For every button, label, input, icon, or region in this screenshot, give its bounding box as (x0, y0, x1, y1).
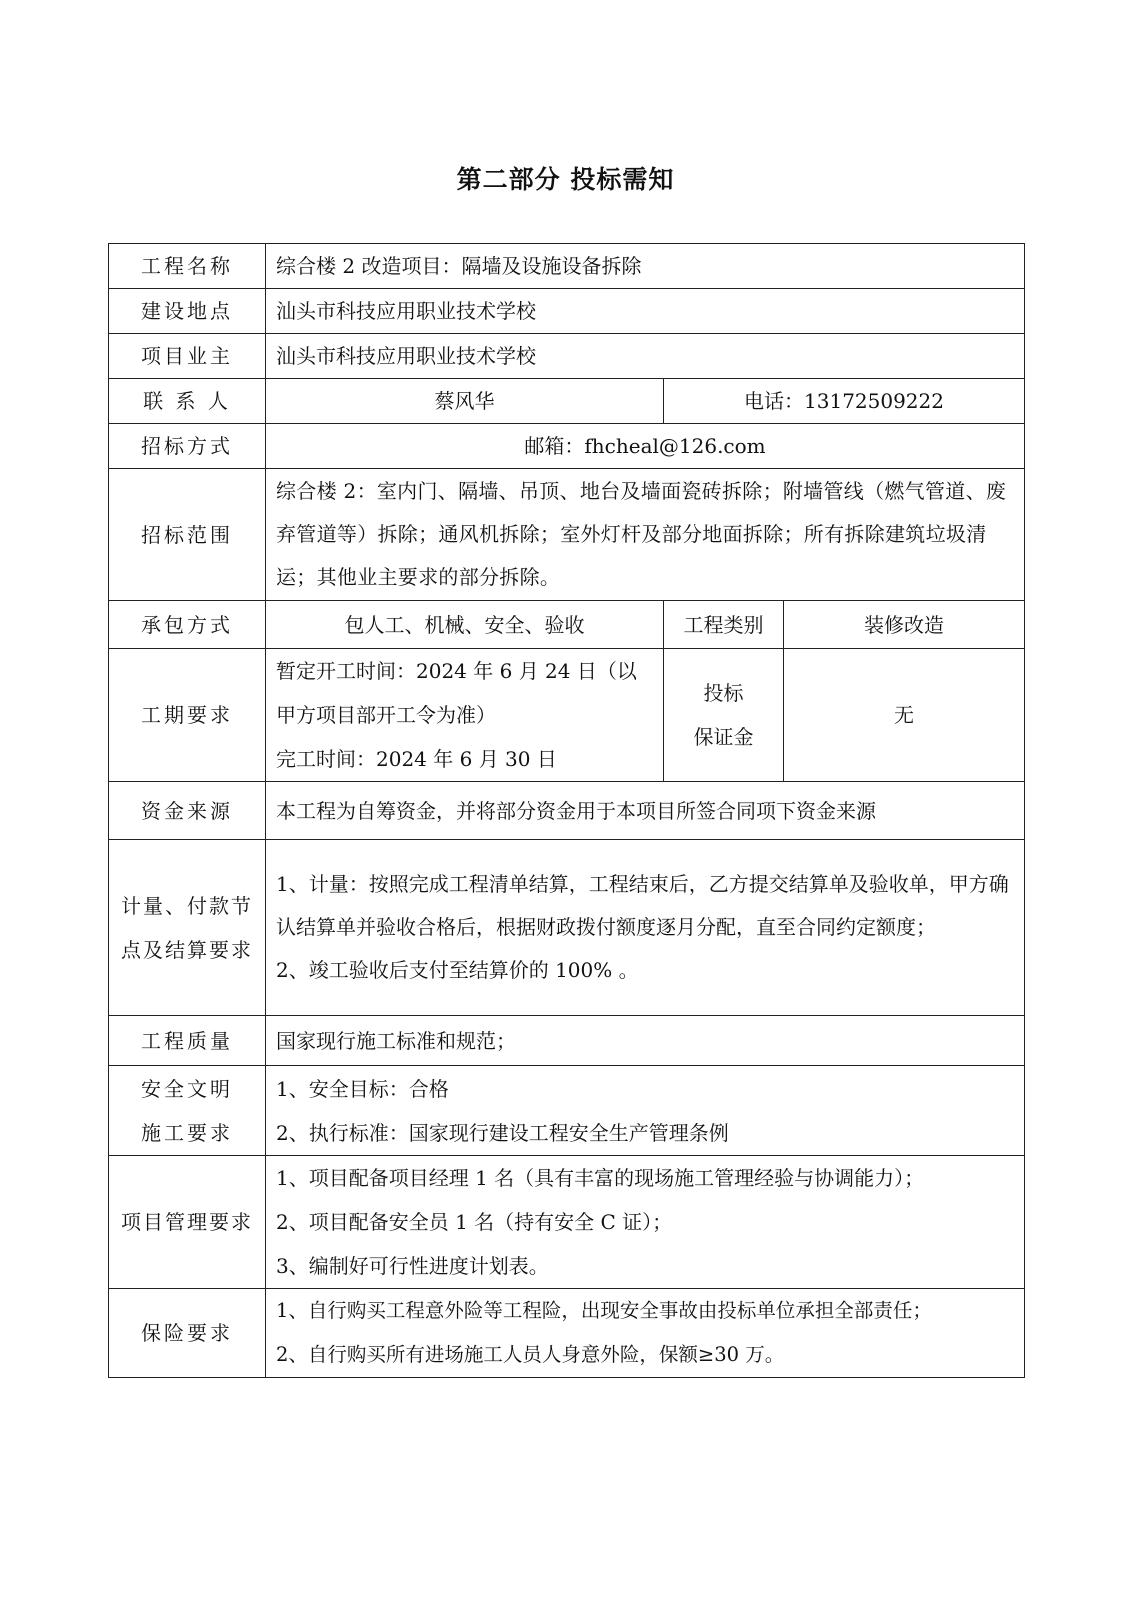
value-contract: 包人工、机械、安全、验收 (266, 601, 664, 649)
row-funding (109, 782, 1025, 840)
value-project-name: 综合楼 2 改造项目：隔墙及设施设备拆除 (266, 244, 1025, 289)
label-owner: 项目业主 (109, 334, 266, 379)
label-payment (109, 840, 266, 1016)
value-project-type: 装修改造 (784, 601, 1025, 649)
bid-notice-table (108, 243, 1025, 1378)
schedule-line-1: 暂定开工时间：2024 年 6 月 24 日（以 (276, 659, 637, 683)
label-quality: 工程质量 (109, 1016, 266, 1066)
safety-line-2: 2、执行标准：国家现行建设工程安全生产管理条例 (276, 1120, 729, 1145)
value-safety (266, 1066, 1025, 1156)
value-insurance (266, 1289, 1025, 1378)
label-contact: 联 系 人 (109, 379, 266, 424)
row-scope (109, 469, 1025, 601)
row-project-name (109, 244, 1025, 289)
value-contact-name: 蔡风华 (266, 379, 664, 424)
row-method (109, 424, 1025, 469)
label-method: 招标方式 (109, 424, 266, 469)
payment-line-1: 1、计量：按照完成工程清单结算，工程结束后，乙方提交结算单及验收单，甲方确认结算单并验收合格后，根据财政拨付额度逐月分配，直至合同约定额度； (276, 872, 1009, 939)
value-management (266, 1156, 1025, 1289)
safety-label-1: 安全文明 (141, 1076, 233, 1101)
value-funding: 本工程为自筹资金，并将部分资金用于本项目所签合同项下资金来源 (266, 782, 1025, 840)
row-payment (109, 840, 1025, 1016)
value-owner: 汕头市科技应用职业技术学校 (266, 334, 1025, 379)
label-insurance: 保险要求 (109, 1289, 266, 1378)
label-funding: 资金来源 (109, 782, 266, 840)
value-schedule (266, 649, 664, 782)
payment-label-1: 计量、付款节 (121, 893, 253, 918)
bid-bond-label-1: 投标 (703, 681, 744, 705)
page-title: 第二部分 投标需知 (456, 165, 675, 194)
value-method: 邮箱：fhcheal@126.com (266, 424, 1025, 469)
management-line-2: 2、项目配备安全员 1 名（持有安全 C 证）； (276, 1210, 673, 1234)
row-contract (109, 601, 1025, 649)
value-contact-phone: 电话：13172509222 (664, 379, 1025, 424)
safety-label-2: 施工要求 (141, 1120, 233, 1145)
insurance-line-1: 1、自行购买工程意外险等工程险，出现安全事故由投标单位承担全部责任； (276, 1299, 932, 1322)
row-safety (109, 1066, 1025, 1156)
bid-bond-label-2: 保证金 (693, 725, 754, 749)
value-payment (266, 840, 1025, 1016)
management-line-1: 1、项目配备项目经理 1 名（具有丰富的现场施工管理经验与协调能力）； (276, 1166, 925, 1190)
value-quality: 国家现行施工标准和规范； (266, 1016, 1025, 1066)
row-insurance (109, 1289, 1025, 1378)
label-scope: 招标范围 (109, 469, 266, 601)
row-schedule (109, 649, 1025, 782)
label-location: 建设地点 (109, 289, 266, 334)
row-management (109, 1156, 1025, 1289)
label-bid-bond (664, 649, 784, 782)
value-scope: 综合楼 2：室内门、隔墙、吊顶、地台及墙面瓷砖拆除；附墙管线（燃气管道、废弃管道等）拆除；通风机拆除；室外灯杆及部分地面拆除；所有拆除建筑垃圾清运；其他业主要求的部分拆除。 (266, 469, 1025, 601)
label-safety (109, 1066, 266, 1156)
schedule-line-2: 甲方项目部开工令为准） (276, 703, 496, 727)
label-schedule: 工期要求 (109, 649, 266, 782)
row-owner (109, 334, 1025, 379)
insurance-line-2: 2、自行购买所有进场施工人员人身意外险，保额≥30 万。 (276, 1343, 785, 1366)
row-quality (109, 1016, 1025, 1066)
management-line-3: 3、编制好可行性进度计划表。 (276, 1254, 549, 1278)
schedule-line-3: 完工时间：2024 年 6 月 30 日 (276, 747, 557, 771)
row-location (109, 289, 1025, 334)
safety-line-1: 1、安全目标：合格 (276, 1076, 449, 1101)
label-contract: 承包方式 (109, 601, 266, 649)
value-bid-bond: 无 (784, 649, 1025, 782)
payment-label-2: 点及结算要求 (121, 937, 253, 962)
label-management: 项目管理要求 (109, 1156, 266, 1289)
value-location: 汕头市科技应用职业技术学校 (266, 289, 1025, 334)
row-contact (109, 379, 1025, 424)
label-project-name: 工程名称 (109, 244, 266, 289)
label-project-type: 工程类别 (664, 601, 784, 649)
payment-line-2: 2、竣工验收后支付至结算价的 100% 。 (276, 958, 639, 982)
